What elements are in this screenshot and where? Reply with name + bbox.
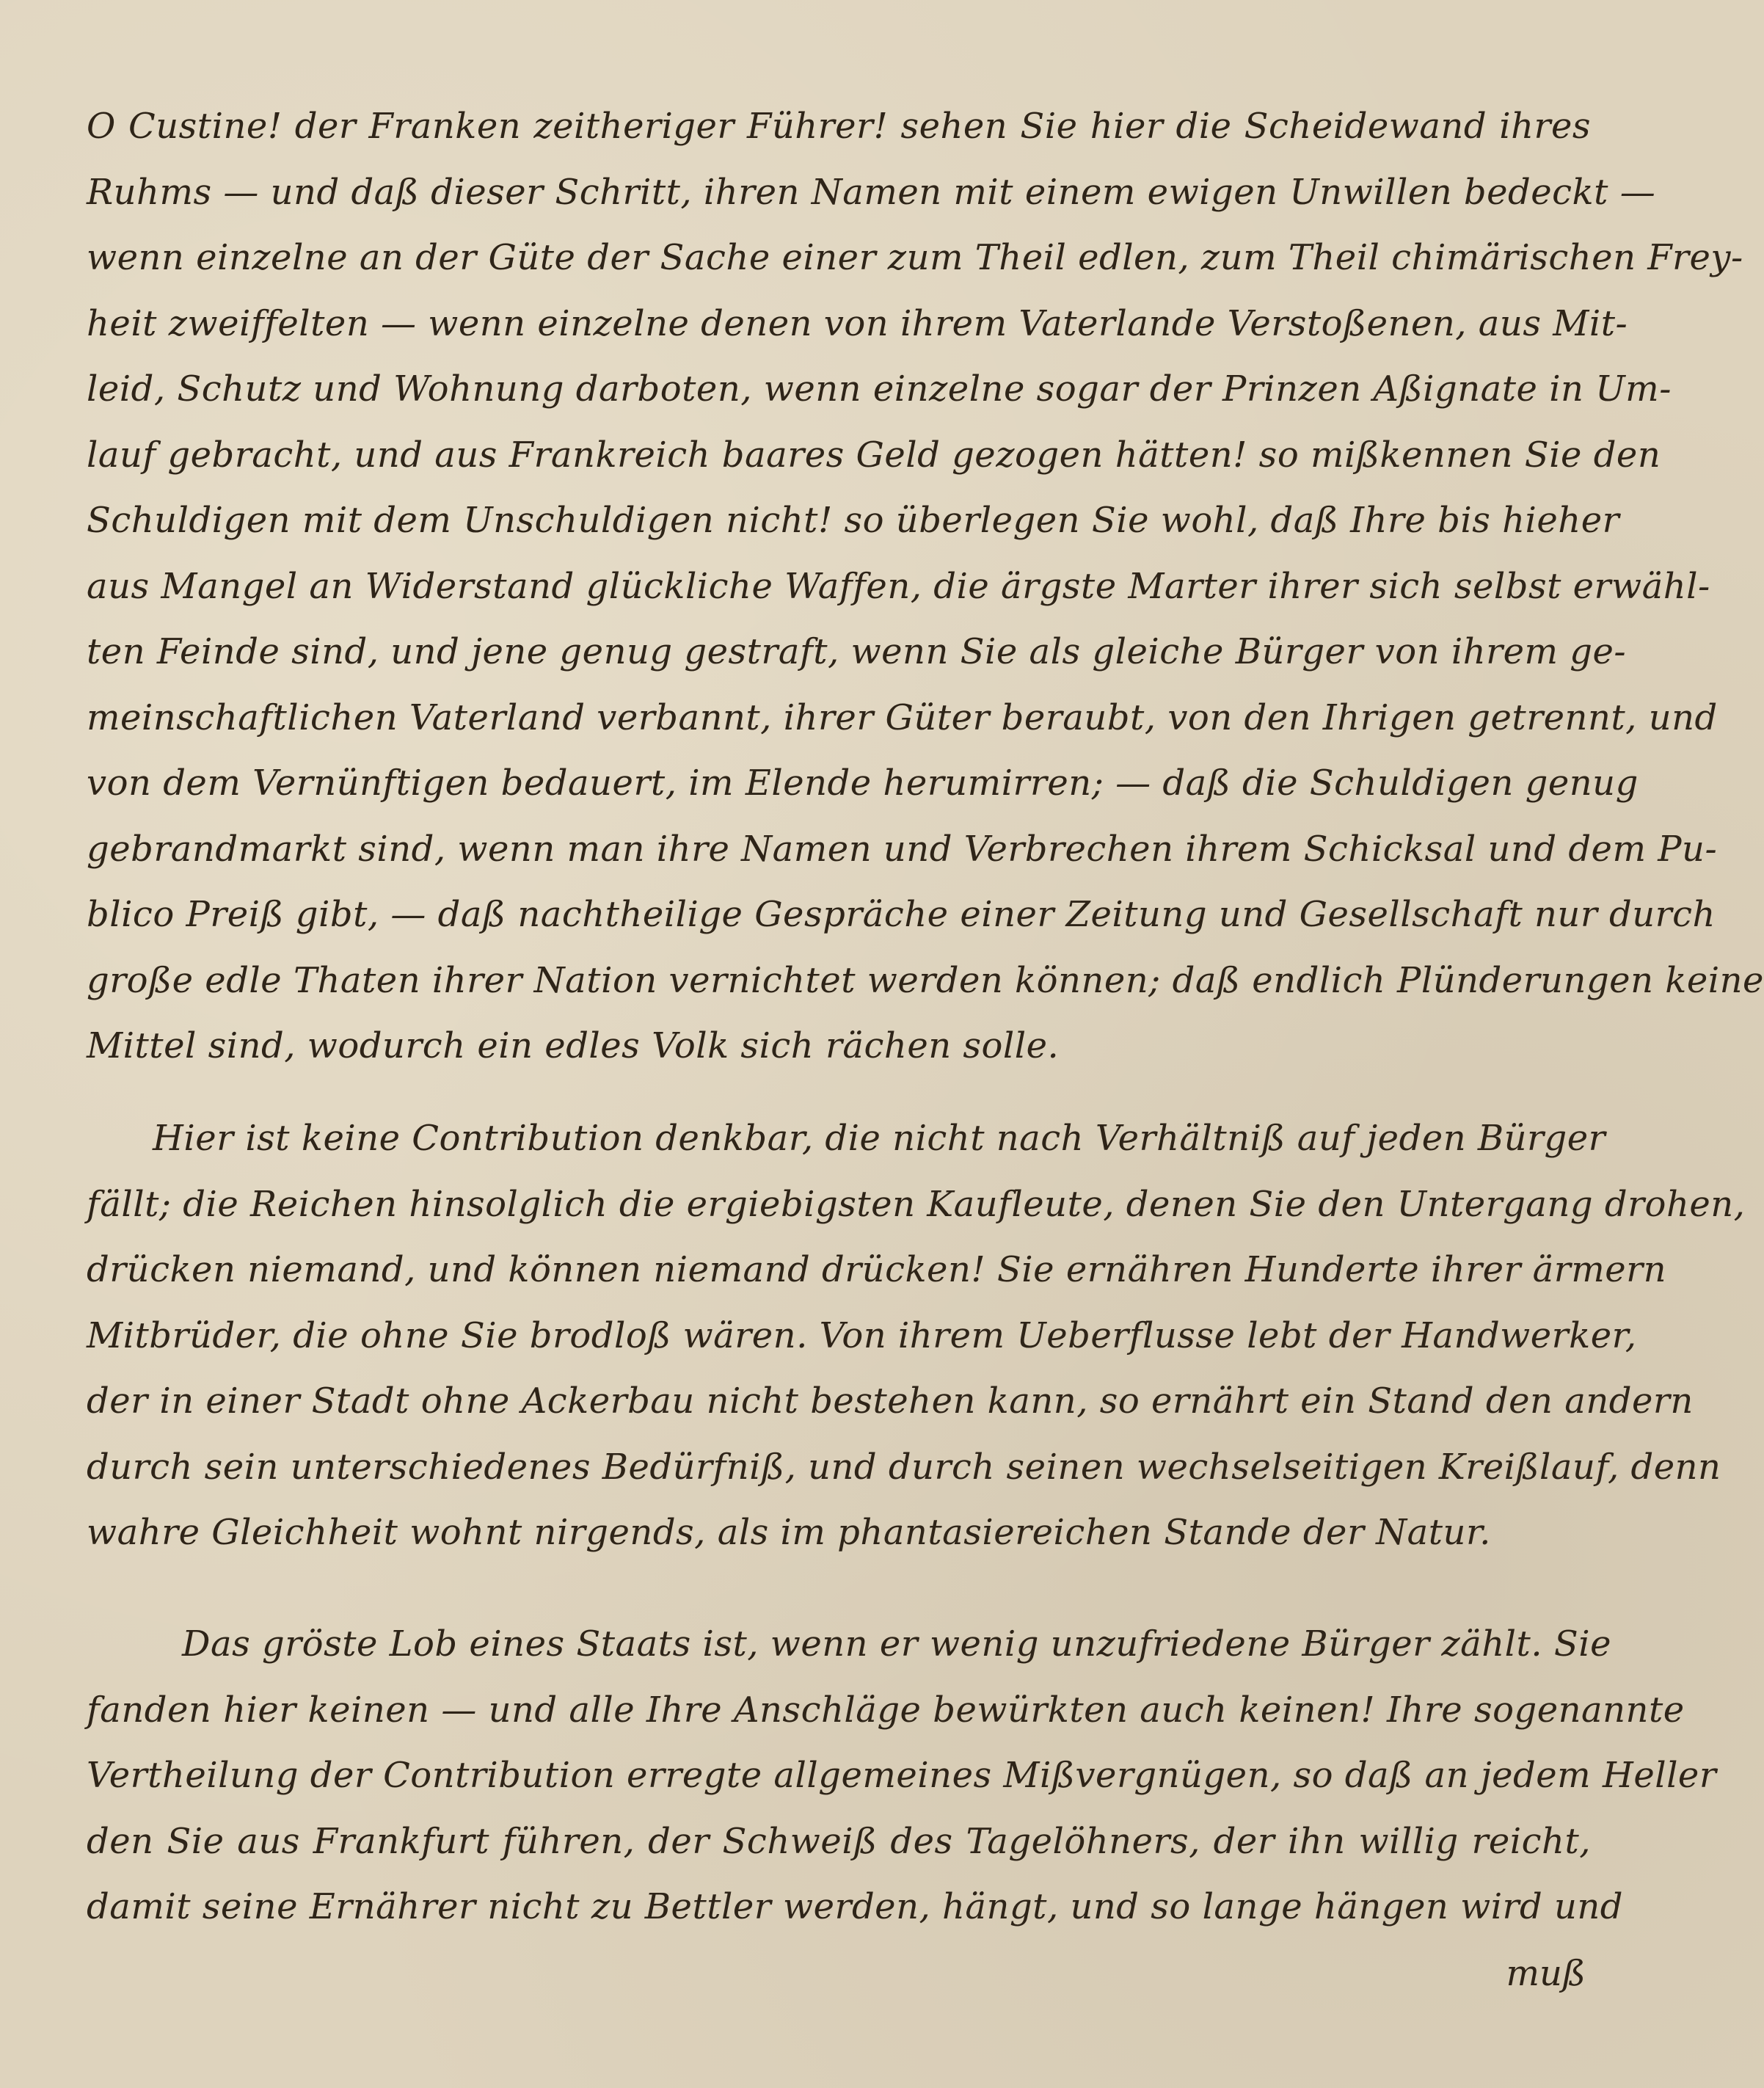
text-line: fanden hier keinen — und alle Ihre Anschläge bewürkten auch keinen! Ihre sogenannte: [87, 1689, 1685, 1731]
text-line: Vertheilung der Contribution erregte allgemeines Mißvergnügen, so daß an jedem Heller: [87, 1755, 1717, 1796]
text-line: der in einer Stadt ohne Ackerbau nicht bestehen kann, so ernährt ein Stand den andern: [87, 1381, 1694, 1422]
text-line: drücken niemand, und können niemand drücken! Sie ernähren Hunderte ihrer ärmern: [87, 1249, 1667, 1290]
text-line: leid, Schutz und Wohnung darboten, wenn einzelne sogar der Prinzen Aßignate in Um-: [87, 368, 1672, 410]
text-line: O Custine! der Franken zeitheriger Führer! sehen Sie hier die Scheidewand ihres: [87, 106, 1591, 147]
paragraph-2: [87, 1106, 1746, 1566]
text-line: heit zweiffelten — wenn einzelne denen von ihrem Vaterlande Verstoßenen, aus Mit-: [87, 302, 1628, 344]
text-line: Ruhms — und daß dieser Schritt, ihren Namen mit einem ewigen Unwillen bedeckt —: [87, 171, 1656, 213]
text-line: meinschaftlichen Vaterland verbannt, ihrer Güter beraubt, von den Ihrigen getrennt, und: [87, 696, 1718, 738]
text-line: fällt; die Reichen hinsolglich die ergiebigsten Kaufleute, denen Sie den Untergang drohen,: [87, 1183, 1746, 1225]
text-line: von dem Vernünftigen bedauert, im Elende herumirren; — daß die Schuldigen genug: [87, 763, 1639, 804]
text-line: gebrandmarkt sind, wenn man ihre Namen und Verbrechen ihrem Schicksal und dem Pu-: [87, 828, 1718, 870]
text-line: Mitbrüder, die ohne Sie brodloß wären. Von ihrem Ueberflusse lebt der Handwerker,: [87, 1314, 1637, 1356]
text-line: damit seine Ernährer nicht zu Bettler werden, hängt, und so lange hängen wird und: [87, 1886, 1624, 1927]
text-line: lauf gebracht, und aus Frankreich baares Geld gezogen hätten! so mißkennen Sie den: [87, 434, 1661, 476]
text-line: aus Mangel an Widerstand glückliche Waffen, die ärgste Marter ihrer sich selbst erwähl-: [87, 565, 1710, 607]
text-line: wenn einzelne an der Güte der Sache einer zum Theil edlen, zum Theil chimärischen Frey-: [87, 237, 1743, 278]
paragraph-3: [87, 1612, 1717, 1940]
text-line: durch sein unterschiedenes Bedürfniß, und durch seinen wechselseitigen Kreißlauf, denn: [87, 1446, 1721, 1488]
text-line: ten Feinde sind, und jene genug gestraft, wenn Sie als gleiche Bürger von ihrem ge-: [87, 631, 1627, 672]
text-line: wahre Gleichheit wohnt nirgends, als im phantasiereichen Stande der Natur.: [87, 1512, 1491, 1553]
text-line: Schuldigen mit dem Unschuldigen nicht! so überlegen Sie wohl, daß Ihre bis hieher: [87, 500, 1620, 541]
text-line: blico Preiß gibt, — daß nachtheilige Gespräche einer Zeitung und Gesellschaft nur durch: [87, 894, 1716, 935]
text-line: den Sie aus Frankfurt führen, der Schweiß des Tagelöhners, der ihn willig reicht,: [87, 1820, 1591, 1862]
text-line: Hier ist keine Contribution denkbar, die nicht nach Verhältniß auf jeden Bürger: [153, 1118, 1606, 1159]
paragraph-1: [87, 94, 1764, 1080]
catchword: muß: [1506, 1953, 1586, 1994]
text-line: große edle Thaten ihrer Nation vernichtet werden können; daß endlich Plünderungen keine: [87, 959, 1764, 1001]
text-line: Mittel sind, wodurch ein edles Volk sich rächen solle.: [87, 1025, 1060, 1066]
text-line: Das gröste Lob eines Staats ist, wenn er wenig unzufriedene Bürger zählt. Sie: [182, 1623, 1611, 1665]
